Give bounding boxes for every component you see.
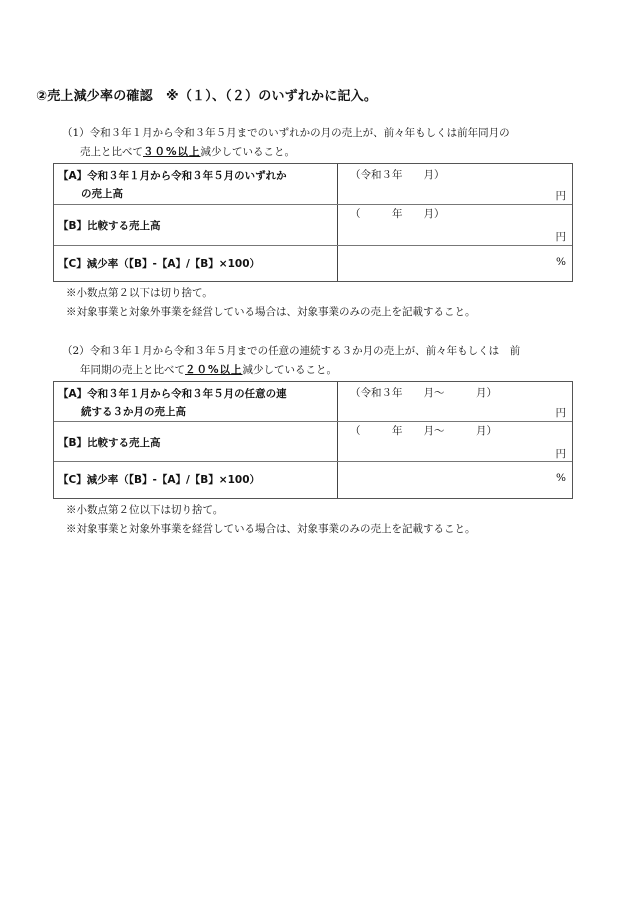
intro-text: 減少していること。 — [242, 364, 338, 376]
threshold-emphasis: ２０%以上 — [185, 364, 243, 376]
period-hint: （令和３年 月） — [350, 169, 445, 181]
label-line: 【B】比較する売上高 — [58, 437, 161, 449]
note-rounding: ※小数点第２以下は切り捨て。 — [66, 287, 213, 299]
section1-intro-line2 — [80, 143, 295, 161]
section2-intro-line2 — [80, 361, 337, 379]
period-hint: （ 年 月） — [350, 208, 445, 220]
table-row-c — [54, 462, 572, 498]
row-label — [54, 205, 338, 245]
note-target-business: ※対象事業と対象外事業を経営している場合は、対象事業のみの売上を記載すること。 — [66, 523, 476, 535]
period-hint: （ 年 月～ 月） — [350, 425, 497, 437]
intro-text: 年同期の売上と比べて — [80, 364, 185, 376]
label-line: の売上高 — [81, 188, 123, 200]
unit-yen: 円 — [555, 407, 566, 419]
table-row-b — [54, 205, 572, 246]
decrease-rate-input[interactable] — [338, 246, 572, 281]
unit-yen: 円 — [555, 448, 566, 460]
sales-table-1 — [53, 163, 573, 282]
label-line: 【C】減少率（【B】-【A】/【B】×100） — [58, 474, 260, 486]
sales-b-input[interactable] — [338, 205, 572, 245]
row-label — [54, 422, 338, 461]
label-line: 【A】令和３年１月から令和３年５月のいずれか — [58, 170, 287, 182]
label-line: 【A】令和３年１月から令和３年５月の任意の連 — [58, 388, 287, 400]
table-row-b — [54, 422, 572, 462]
note-target-business: ※対象事業と対象外事業を経営している場合は、対象事業のみの売上を記載すること。 — [66, 306, 476, 318]
period-hint: （令和３年 月～ 月） — [350, 387, 497, 399]
unit-yen: 円 — [555, 190, 566, 202]
label-line: 続する３か月の売上高 — [81, 406, 186, 418]
unit-yen: 円 — [555, 231, 566, 243]
threshold-emphasis: ３０%以上 — [143, 146, 201, 158]
label-line: 【B】比較する売上高 — [58, 220, 161, 232]
unit-percent: % — [556, 256, 566, 268]
intro-text: 売上と比べて — [80, 146, 143, 158]
row-label — [54, 246, 338, 281]
unit-percent: % — [556, 472, 566, 484]
row-label — [54, 462, 338, 498]
sales-a-input[interactable] — [338, 164, 572, 204]
section2-intro-line1: （2）令和３年１月から令和３年５月までの任意の連続する３か月の売上が、前々年もしくは 前 — [62, 345, 521, 357]
label-line: 【C】減少率（【B】-【A】/【B】×100） — [58, 258, 260, 270]
table-row-a — [54, 382, 572, 422]
intro-text: 減少していること。 — [200, 146, 296, 158]
section-heading: ②売上減少率の確認 ※（１）、（２）のいずれかに記入。 — [36, 89, 378, 104]
row-label — [54, 382, 338, 421]
sales-b-input[interactable] — [338, 422, 572, 461]
note-rounding: ※小数点第２位以下は切り捨て。 — [66, 504, 224, 516]
sales-a-input[interactable] — [338, 382, 572, 421]
sales-table-2 — [53, 381, 573, 499]
row-label — [54, 164, 338, 204]
decrease-rate-input[interactable] — [338, 462, 572, 498]
section1-intro-line1: （1）令和３年１月から令和３年５月までのいずれかの月の売上が、前々年もしくは前年同月の — [62, 127, 510, 139]
table-row-a — [54, 164, 572, 205]
table-row-c — [54, 246, 572, 281]
